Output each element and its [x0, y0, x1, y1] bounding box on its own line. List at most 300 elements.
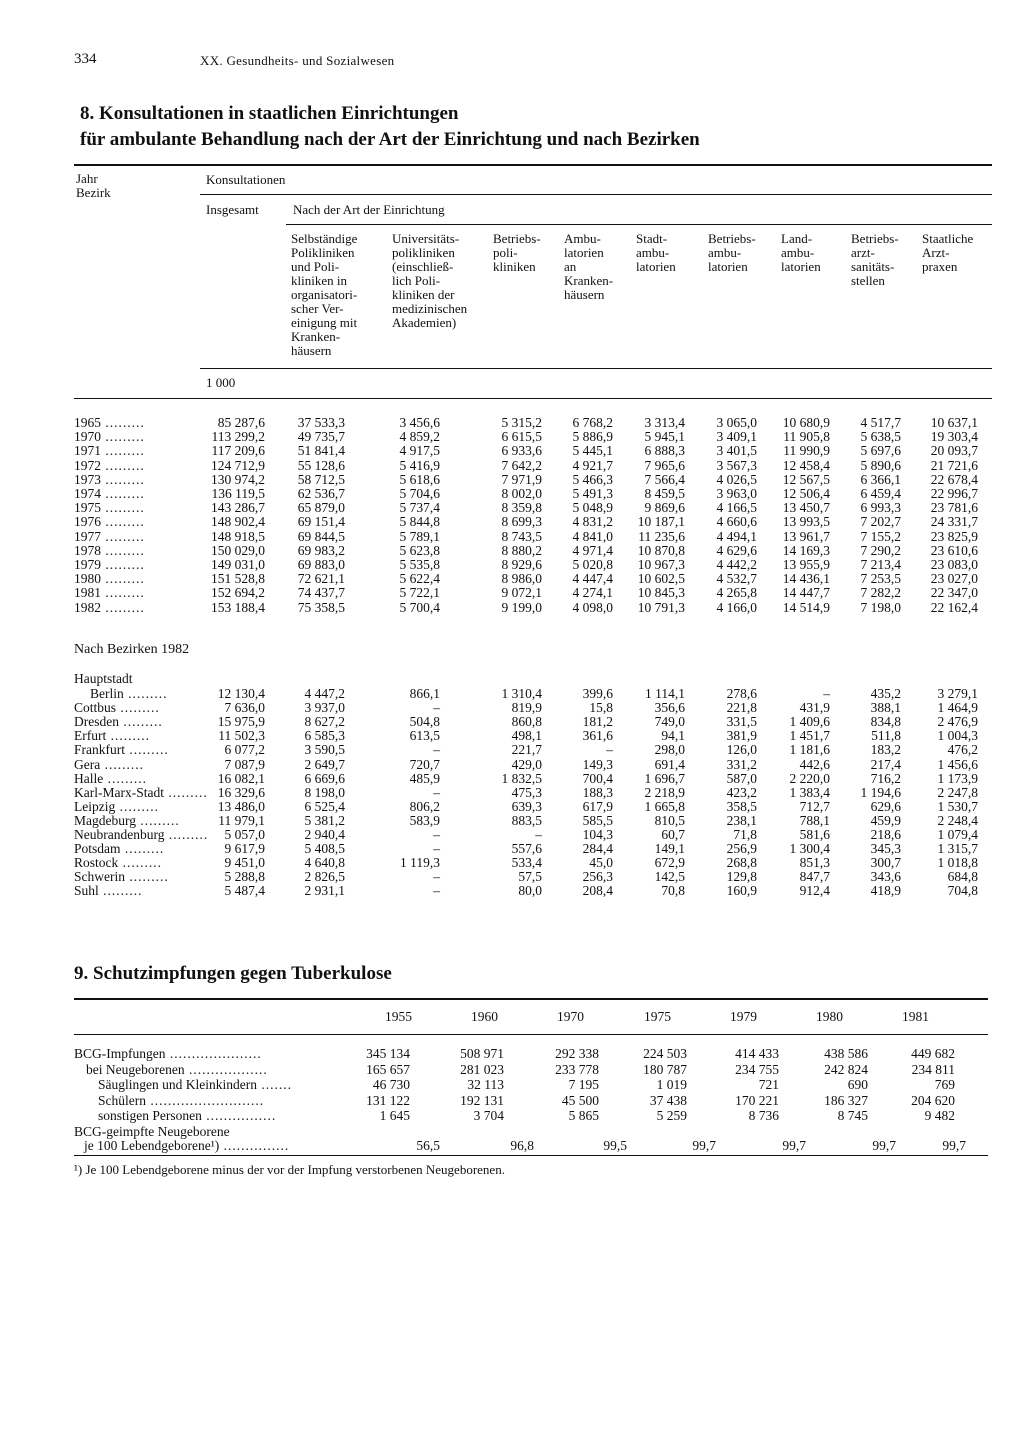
- year-row-value: 4 447,4: [572, 571, 613, 587]
- district-row-value: 356,6: [654, 700, 685, 716]
- district-row-value: 343,6: [870, 869, 901, 885]
- district-row-value: 2 248,4: [937, 812, 978, 828]
- table9-value: 414 433: [735, 1046, 779, 1061]
- district-row-value: 3 279,1: [937, 686, 978, 701]
- year-row-value: 4 026,5: [716, 471, 757, 487]
- district-row-value: 639,3: [511, 798, 542, 814]
- district-row-value: 217,4: [870, 756, 901, 772]
- table9-ratio-value: 96,8: [510, 1138, 534, 1153]
- district-row-value: 429,0: [511, 756, 542, 772]
- page-number: 334: [74, 51, 97, 67]
- district-row-value: 6 077,2: [224, 742, 265, 758]
- district-row-value: 345,3: [870, 841, 901, 857]
- year-row-value: 5 466,3: [572, 471, 613, 487]
- district-row-value: 1 310,4: [501, 686, 542, 701]
- year-row-value: 5 020,8: [572, 557, 613, 572]
- district-row-value: 2 649,7: [304, 756, 345, 772]
- district-row-value: 883,5: [511, 812, 542, 828]
- year-row-value: 4 921,7: [572, 457, 613, 473]
- year-row-value: 22 996,7: [930, 486, 978, 501]
- district-row-value: 704,8: [947, 883, 978, 899]
- district-row-value: 8 198,0: [304, 784, 345, 800]
- table9-value: 224 503: [643, 1046, 687, 1061]
- year-row-value: 3 567,3: [716, 457, 757, 473]
- district-row-value: 298,0: [654, 742, 685, 758]
- table9-value: 5 865: [568, 1108, 599, 1123]
- column-header: Selbständige Polikliniken und Poli- kliniken in organisatori- scher Ver- einigung mit Kranken- häusern: [291, 231, 358, 358]
- year-row-value: 149 031,0: [211, 557, 265, 572]
- year-row-value: 5 491,3: [572, 486, 613, 501]
- district-row-value: 57,5: [518, 869, 542, 885]
- year-row-value: 6 768,2: [572, 415, 613, 430]
- district-row-value: –: [433, 742, 440, 758]
- district-row-value: 1 383,4: [789, 784, 830, 800]
- year-row-value: 152 694,2: [211, 585, 265, 601]
- district-row-value: 700,4: [582, 770, 613, 786]
- table9-value: 204 620: [911, 1092, 955, 1108]
- table9-year-header: 1975: [644, 1009, 671, 1024]
- district-row-value: 1 114,1: [645, 686, 685, 701]
- table9-ratio-value: 99,7: [872, 1138, 896, 1153]
- column-header: Ambu- latorien an Kranken- häusern: [564, 231, 614, 302]
- table9-value: 292 338: [555, 1046, 599, 1061]
- year-row-value: 113 299,2: [211, 429, 265, 445]
- year-row-value: 5 535,8: [399, 557, 440, 572]
- year-row-value: 12 506,4: [782, 486, 830, 501]
- district-row-value: 268,8: [726, 855, 757, 871]
- district-row-label: Potsdam .........: [74, 841, 165, 857]
- year-row-value: 5 416,9: [399, 457, 440, 473]
- year-row-value: 8 880,2: [501, 542, 542, 558]
- capital-prefix: Hauptstadt: [74, 671, 133, 686]
- table8-top-rule: [74, 164, 992, 166]
- year-row-label: 1973 .........: [74, 471, 145, 487]
- table9-value: 8 736: [748, 1108, 779, 1123]
- district-row-label: Erfurt .........: [74, 728, 150, 744]
- table9-value: 9 482: [924, 1108, 955, 1123]
- year-row-label: 1978 .........: [74, 542, 145, 558]
- year-row-label: 1977 .........: [74, 528, 145, 544]
- table9-value: 131 122: [366, 1092, 410, 1108]
- district-row-value: 475,3: [511, 784, 542, 800]
- district-row-value: 712,7: [799, 798, 830, 814]
- year-row-value: 4 660,6: [716, 514, 757, 530]
- district-row-value: 5 057,0: [224, 827, 265, 842]
- table9-value: 45 500: [561, 1092, 599, 1108]
- district-row-value: 381,9: [726, 728, 757, 744]
- table9-value: 5 259: [656, 1108, 687, 1123]
- district-row-value: 2 826,5: [304, 869, 345, 885]
- year-row-value: 10 967,3: [637, 557, 685, 572]
- district-row-value: 587,0: [726, 770, 757, 786]
- district-row-value: 583,9: [409, 812, 440, 828]
- year-row-value: 7 202,7: [860, 514, 901, 530]
- column-header: Land- ambu- latorien: [781, 231, 821, 274]
- year-row-value: 4 859,2: [399, 429, 440, 445]
- district-row-value: 1 456,6: [937, 756, 978, 772]
- year-row-value: 5 700,4: [399, 599, 440, 615]
- year-row-value: 13 993,5: [782, 514, 830, 530]
- unit-label: 1 000: [206, 375, 236, 390]
- year-row-value: 65 879,0: [297, 500, 345, 516]
- district-row-value: 129,8: [726, 869, 757, 885]
- year-row-value: 74 437,7: [297, 585, 345, 601]
- district-row-value: 8 627,2: [304, 714, 345, 730]
- district-row-value: 435,2: [870, 686, 901, 701]
- district-row-value: 1 665,8: [644, 798, 685, 814]
- year-row-value: 7 253,5: [860, 571, 901, 587]
- district-row-value: 3 937,0: [304, 700, 345, 716]
- district-row-value: 533,4: [511, 855, 542, 871]
- year-row-value: 8 986,0: [501, 571, 542, 587]
- year-row-value: 10 791,3: [637, 599, 685, 615]
- district-row-label: Frankfurt .........: [74, 742, 169, 758]
- district-row-value: 485,9: [409, 770, 440, 786]
- year-row-value: 11 990,9: [783, 443, 830, 459]
- table9-value: 32 113: [467, 1077, 504, 1092]
- year-row-label: 1975 .........: [74, 500, 145, 516]
- year-row-value: 10 637,1: [930, 415, 978, 430]
- year-row-value: 5 886,9: [572, 429, 613, 445]
- column-header: Stadt- ambu- latorien: [636, 231, 676, 274]
- district-row-value: 6 585,3: [304, 728, 345, 744]
- subgroup-header-rule: [286, 224, 992, 225]
- year-row-value: 4 274,1: [572, 585, 613, 601]
- table9-top-rule: [74, 998, 988, 1000]
- year-row-value: 7 290,2: [860, 542, 901, 558]
- year-row-value: 10 602,5: [637, 571, 685, 587]
- year-row-label: 1972 .........: [74, 457, 145, 473]
- table9-value: 8 745: [837, 1108, 868, 1123]
- year-row-value: 5 844,8: [399, 514, 440, 530]
- year-row-value: 37 533,3: [297, 415, 345, 430]
- table8-title-line1: 8. Konsultationen in staatlichen Einrichtungen: [80, 103, 459, 124]
- district-row-value: 851,3: [799, 855, 830, 871]
- table9-year-header: 1960: [471, 1009, 498, 1024]
- year-row-value: 7 282,2: [860, 585, 901, 601]
- district-row-value: –: [433, 869, 440, 885]
- year-row-value: 4 265,8: [716, 585, 757, 601]
- year-row-value: 5 737,4: [399, 500, 440, 516]
- unit-rule-top: [200, 368, 992, 369]
- district-row-value: 221,7: [511, 742, 542, 758]
- district-row-value: 358,5: [726, 798, 757, 814]
- district-row-value: 557,6: [511, 841, 542, 857]
- district-row-value: 256,9: [726, 841, 757, 857]
- year-row-value: 11 235,6: [638, 528, 685, 544]
- district-row-value: 2 476,9: [937, 714, 978, 730]
- year-row-value: 7 198,0: [860, 599, 901, 615]
- year-row-value: 10 680,9: [782, 415, 830, 430]
- year-row-value: 5 945,1: [644, 429, 685, 445]
- year-row-label: 1970 .........: [74, 429, 145, 445]
- district-row-value: 806,2: [409, 798, 440, 814]
- year-row-value: 117 209,6: [211, 443, 265, 459]
- year-row-value: 4 841,0: [572, 528, 613, 544]
- year-row-value: 3 963,0: [716, 486, 757, 501]
- table9-year-header: 1979: [730, 1009, 757, 1024]
- table9-year-header: 1955: [385, 1009, 412, 1024]
- year-row-value: 14 447,7: [782, 585, 830, 601]
- table9-title: 9. Schutzimpfungen gegen Tuberkulose: [74, 963, 392, 984]
- year-row-value: 6 888,3: [644, 443, 685, 459]
- table9-value: 508 971: [460, 1046, 504, 1061]
- table9-ratio-label-line1: BCG-geimpfte Neugeborene: [74, 1124, 230, 1139]
- year-row-value: 6 459,4: [860, 486, 901, 501]
- district-row-value: 4 447,2: [304, 686, 345, 701]
- year-row-value: 4 917,5: [399, 443, 440, 459]
- year-row-value: 6 993,3: [860, 500, 901, 516]
- district-row-value: –: [606, 742, 613, 758]
- district-row-value: 617,9: [582, 798, 613, 814]
- district-row-value: 834,8: [870, 714, 901, 730]
- year-row-value: 23 610,6: [930, 542, 978, 558]
- district-row-value: 1 451,7: [789, 728, 830, 744]
- district-row-value: 860,8: [511, 714, 542, 730]
- district-row-value: 1 464,9: [937, 700, 978, 716]
- year-row-value: 5 638,5: [860, 429, 901, 445]
- year-row-value: 5 722,1: [399, 585, 440, 601]
- year-row-value: 9 869,6: [644, 500, 685, 516]
- year-row-value: 10 870,8: [637, 542, 685, 558]
- district-row-value: 238,1: [726, 812, 757, 828]
- year-row-value: 8 699,3: [501, 514, 542, 530]
- table9-value: 234 811: [911, 1061, 955, 1077]
- year-row-value: 148 902,4: [211, 514, 265, 530]
- year-row-label: 1976 .........: [74, 514, 145, 530]
- district-row-value: 431,9: [799, 700, 830, 716]
- district-row-value: 912,4: [799, 883, 830, 899]
- year-row-value: 5 048,9: [572, 500, 613, 516]
- year-row-value: 23 083,0: [930, 557, 978, 572]
- year-row-value: 51 841,4: [297, 443, 345, 459]
- district-row-value: 12 130,4: [217, 686, 265, 701]
- district-row-value: 1 832,5: [501, 770, 542, 786]
- district-row-value: 71,8: [733, 827, 757, 842]
- year-row-value: 20 093,7: [930, 443, 978, 459]
- table9-value: 234 755: [735, 1061, 779, 1077]
- year-row-value: 7 642,2: [501, 457, 542, 473]
- table9-bottom-rule: [74, 1155, 988, 1156]
- district-row-value: 418,9: [870, 883, 901, 899]
- year-row-value: 136 119,5: [211, 486, 265, 501]
- district-row-value: –: [433, 883, 440, 899]
- district-row-value: 181,2: [582, 714, 613, 730]
- stub-header: Jahr Bezirk: [76, 171, 111, 200]
- year-row-value: 22 162,4: [930, 599, 978, 615]
- header-bottom-rule: [74, 398, 992, 399]
- district-row-value: 13 486,0: [217, 798, 265, 814]
- year-row-value: 7 155,2: [860, 528, 901, 544]
- column-header: Betriebs- poli- kliniken: [493, 231, 541, 274]
- district-row-value: 5 381,2: [304, 812, 345, 828]
- year-row-value: 4 532,7: [716, 571, 757, 587]
- district-row-value: 11 979,1: [218, 812, 265, 828]
- district-row-value: 1 194,6: [860, 784, 901, 800]
- district-row-value: 3 590,5: [304, 742, 345, 758]
- year-row-value: 6 615,5: [501, 429, 542, 445]
- district-row-value: 7 087,9: [224, 756, 265, 772]
- district-row-value: 459,9: [870, 812, 901, 828]
- year-row-value: 5 445,1: [572, 443, 613, 459]
- district-row-label: Karl-Marx-Stadt .........: [74, 784, 208, 800]
- year-row-value: 69 151,4: [297, 514, 345, 530]
- district-row-value: 1 300,4: [789, 841, 830, 857]
- year-row-value: 8 459,5: [644, 486, 685, 501]
- district-row-value: 70,8: [661, 883, 685, 899]
- year-row-value: 22 678,4: [930, 471, 978, 487]
- district-row-value: 720,7: [409, 756, 440, 772]
- column-header: Universitäts- polikliniken (einschließ- lich Poli- kliniken der medizinischen Akademien): [392, 231, 468, 330]
- year-row-value: 5 623,8: [399, 542, 440, 558]
- group-header-konsultationen: Konsultationen: [206, 172, 286, 187]
- district-row-value: 361,6: [582, 728, 613, 744]
- table9-value: 242 824: [824, 1061, 868, 1077]
- district-row-value: 1 173,9: [937, 770, 978, 786]
- year-row-value: 14 514,9: [782, 599, 830, 615]
- year-row-value: 69 844,5: [297, 528, 345, 544]
- district-row-value: 188,3: [582, 784, 613, 800]
- year-row-value: 4 442,2: [716, 557, 757, 572]
- table9-value: 37 438: [649, 1092, 687, 1108]
- year-row-value: 7 971,9: [501, 471, 542, 487]
- district-row-value: 1 181,6: [789, 742, 830, 758]
- table9-ratio-value: 99,7: [692, 1138, 716, 1153]
- district-row-label: Neubrandenburg .........: [74, 827, 209, 842]
- district-row-value: 423,2: [726, 784, 757, 800]
- year-row-value: 6 933,6: [501, 443, 542, 459]
- district-row-label: Leipzig .........: [74, 798, 159, 814]
- district-row-value: 2 931,1: [304, 883, 345, 899]
- district-row-value: –: [823, 686, 830, 701]
- district-row-value: –: [433, 784, 440, 800]
- year-row-value: 12 458,4: [782, 457, 830, 473]
- table9-value: 721: [758, 1077, 779, 1092]
- district-row-value: 388,1: [870, 700, 901, 716]
- table9-value: 233 778: [555, 1061, 599, 1077]
- district-row-value: 1 315,7: [937, 841, 978, 857]
- district-row-value: 1 409,6: [789, 714, 830, 730]
- year-row-value: 148 918,5: [211, 528, 265, 544]
- district-row-value: –: [433, 841, 440, 857]
- district-row-value: 15,8: [589, 700, 613, 716]
- district-row-value: 5 487,4: [224, 883, 265, 899]
- district-row-value: 1 018,8: [937, 855, 978, 871]
- district-row-value: 221,8: [726, 700, 757, 716]
- district-row-value: 5 288,8: [224, 869, 265, 885]
- year-row-value: 3 401,5: [716, 443, 757, 459]
- year-row-value: 4 971,4: [572, 542, 613, 558]
- table9-footnote: ¹) Je 100 Lebendgeborene minus der vor der Impfung verstorbenen Neugeborenen.: [74, 1162, 505, 1177]
- district-row-value: 585,5: [582, 812, 613, 828]
- district-row-value: 284,4: [582, 841, 613, 857]
- district-row-value: 60,7: [661, 827, 685, 842]
- district-row-value: 672,9: [654, 855, 685, 871]
- year-row-value: 14 169,3: [782, 542, 830, 558]
- district-row-value: 300,7: [870, 855, 901, 871]
- year-row-value: 4 494,1: [716, 528, 757, 544]
- district-row-value: 511,8: [871, 728, 901, 744]
- year-row-value: 8 359,8: [501, 500, 542, 516]
- district-row-value: 1 079,4: [937, 827, 978, 842]
- table9-header-rule: [74, 1034, 988, 1035]
- year-row-value: 3 313,4: [644, 415, 685, 430]
- year-row-value: 23 825,9: [930, 528, 978, 544]
- district-row-value: 581,6: [799, 827, 830, 842]
- year-row-value: 55 128,6: [297, 457, 345, 473]
- year-row-label: 1971 .........: [74, 443, 145, 459]
- table9-value: 170 221: [735, 1092, 779, 1108]
- district-row-value: –: [535, 827, 542, 842]
- year-row-value: 150 029,0: [211, 542, 265, 558]
- year-row-value: 19 303,4: [930, 429, 978, 445]
- district-row-value: 256,3: [582, 869, 613, 885]
- district-row-value: 183,2: [870, 742, 901, 758]
- year-row-value: 5 315,2: [501, 415, 542, 430]
- year-row-value: 13 450,7: [782, 500, 830, 516]
- district-row-label: Cottbus .........: [74, 700, 160, 716]
- year-row-value: 24 331,7: [930, 514, 978, 530]
- district-row-value: 866,1: [409, 686, 440, 701]
- table9-value: 46 730: [372, 1077, 410, 1092]
- district-row-value: 2 218,9: [644, 784, 685, 800]
- total-header: Insgesamt: [206, 202, 259, 217]
- year-row-label: 1982 .........: [74, 599, 145, 615]
- year-row-value: 69 883,0: [297, 557, 345, 572]
- year-row-value: 153 188,4: [211, 599, 265, 615]
- district-row-label: Berlin .........: [90, 686, 168, 701]
- table9-value: 449 682: [911, 1046, 955, 1061]
- district-row-value: 126,0: [726, 742, 757, 758]
- table9-year-header: 1981: [902, 1009, 929, 1024]
- district-row-value: 9 617,9: [224, 841, 265, 857]
- table9-value: 690: [847, 1077, 868, 1092]
- year-row-value: 14 436,1: [782, 571, 830, 587]
- district-row-value: 5 408,5: [304, 841, 345, 857]
- table9-row-label: sonstigen Personen ................: [98, 1108, 277, 1123]
- table9-value: 345 134: [366, 1046, 410, 1061]
- district-row-value: 9 451,0: [224, 855, 265, 871]
- year-row-value: 7 965,6: [644, 457, 685, 473]
- year-row-value: 143 286,7: [211, 500, 265, 516]
- table9-value: 438 586: [824, 1046, 868, 1061]
- district-row-label: Rostock .........: [74, 855, 163, 871]
- district-row-label: Magdeburg .........: [74, 812, 180, 828]
- year-row-value: 21 721,6: [930, 457, 978, 473]
- district-row-value: 749,0: [654, 714, 685, 730]
- district-row-value: 810,5: [654, 812, 685, 828]
- year-row-value: 7 213,4: [860, 557, 901, 572]
- district-row-value: 94,1: [661, 728, 685, 744]
- group-header-rule: [200, 194, 992, 195]
- year-row-value: 5 622,4: [399, 571, 440, 587]
- year-row-value: 151 528,8: [211, 571, 265, 587]
- district-row-value: 6 669,6: [304, 770, 345, 786]
- table9-ratio-value: 99,5: [603, 1138, 627, 1153]
- district-row-value: 476,2: [947, 742, 978, 758]
- district-row-label: Halle .........: [74, 770, 147, 786]
- district-row-value: 11 502,3: [218, 728, 265, 744]
- year-row-value: 11 905,8: [783, 429, 830, 445]
- table9-value: 186 327: [824, 1092, 868, 1108]
- year-row-value: 3 409,1: [716, 429, 757, 445]
- chapter-title: XX. Gesundheits- und Sozialwesen: [200, 53, 395, 68]
- district-row-value: 104,3: [582, 827, 613, 842]
- district-row-label: Dresden .........: [74, 714, 163, 730]
- year-row-value: 3 456,6: [399, 415, 440, 430]
- district-row-value: 498,1: [511, 728, 542, 744]
- year-row-value: 13 955,9: [782, 557, 830, 572]
